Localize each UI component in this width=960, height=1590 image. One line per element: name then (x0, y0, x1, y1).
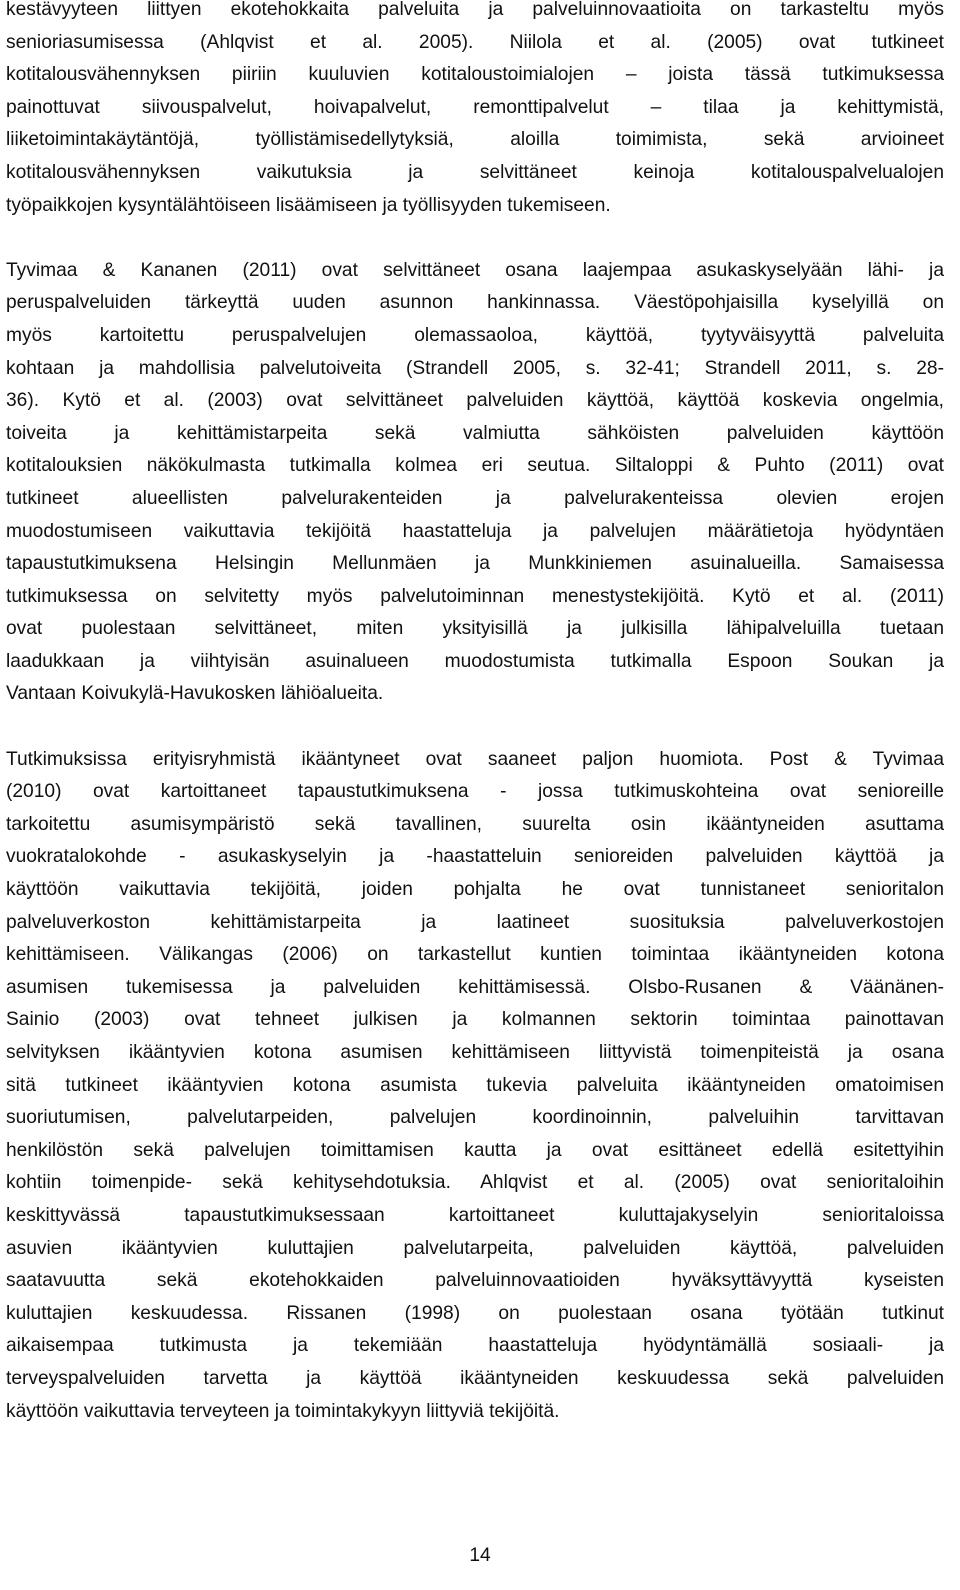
text-line: laadukkaan ja viihtyisän asuinalueen muodostumista tutkimalla Espoon Soukan ja (6, 650, 944, 672)
text-line: asumisen tukemisessa ja palveluiden kehittämisessä. Olsbo-Rusanen & Väänänen- (6, 976, 944, 998)
document-page (6, 0, 944, 1428)
text-line: vuokratalokohde - asukaskyselyin ja -haastatteluin senioreiden palveluiden käyttöä ja (6, 846, 944, 868)
text-line: toiveita ja kehittämistarpeita sekä valmiutta sähköisten palveluiden käyttöön (6, 422, 944, 444)
text-line: senioriasumisessa (Ahlqvist et al. 2005). Niilola et al. (2005) ovat tutkineet (6, 31, 944, 53)
text-line: liiketoimintakäytäntöjä, työllistämisedellytyksiä, aloilla toimimista, sekä arvioineet (6, 129, 944, 151)
text-line: tapaustutkimuksena Helsingin Mellunmäen ja Munkkiniemen asuinalueilla. Samaisessa (6, 553, 944, 575)
page-number: 14 (469, 1545, 491, 1566)
paragraph-2 (6, 255, 944, 711)
text-line: kotitalousvähennyksen piiriin kuuluvien kotitaloustoimialojen – joista tässä tutkimuksessa (6, 64, 944, 86)
text-line: myös kartoitettu peruspalvelujen olemassaoloa, käyttöä, tyytyväisyyttä palveluita (6, 324, 944, 346)
text-line: aikaisempaa tutkimusta ja tekemiään haastatteluja hyödyntämällä sosiaali- ja (6, 1335, 944, 1357)
paragraph-3 (6, 744, 944, 1428)
text-line: Sainio (2003) ovat tehneet julkisen ja kolmannen sektorin toimintaa painottavan (6, 1009, 944, 1031)
text-line: tarkoitettu asumisympäristö sekä tavallinen, suurelta osin ikääntyneiden asuttama (6, 813, 944, 835)
text-line: kotitalouksien näkökulmasta tutkimalla kolmea eri seutua. Siltaloppi & Puhto (2011) ovat (6, 455, 944, 477)
paragraph-1 (6, 0, 944, 222)
text-line: henkilöstön sekä palvelujen toimittamisen kautta ja ovat esittäneet edellä esitettyihin (6, 1139, 944, 1161)
text-line: keskittyvässä tapaustutkimuksessaan kartoittaneet kuluttajakyselyin senioritaloissa (6, 1204, 944, 1226)
text-line: sitä tutkineet ikääntyvien kotona asumista tukevia palveluita ikääntyneiden omatoimisen (6, 1074, 944, 1096)
text-line: peruspalveluiden tärkeyttä uuden asunnon hankinnassa. Väestöpohjaisilla kyselyillä on (6, 292, 944, 314)
text-line: Tyvimaa & Kananen (2011) ovat selvittäneet osana laajempaa asukaskyselyään lähi- ja (6, 259, 944, 281)
text-line: kotitalousvähennyksen vaikutuksia ja selvittäneet keinoja kotitalouspalvelualojen (6, 161, 944, 183)
text-line: kohtiin toimenpide- sekä kehitysehdotuksia. Ahlqvist et al. (2005) ovat senioritaloihin (6, 1172, 944, 1194)
text-line: 36). Kytö et al. (2003) ovat selvittäneet palveluiden käyttöä, käyttöä koskevia ongelmia, (6, 390, 944, 412)
text-line: asuvien ikääntyvien kuluttajien palvelutarpeita, palveluiden käyttöä, palveluiden (6, 1237, 944, 1259)
text-line: suoriutumisen, palvelutarpeiden, palvelujen koordinoinnin, palveluihin tarvittavan (6, 1107, 944, 1129)
text-line: (2010) ovat kartoittaneet tapaustutkimuksena - jossa tutkimuskohteina ovat senioreille (6, 781, 944, 803)
text-line: tutkimuksessa on selvitetty myös palvelutoiminnan menestystekijöitä. Kytö et al. (2011) (6, 585, 944, 607)
text-line: käyttöön vaikuttavia terveyteen ja toimintakykyyn liittyviä tekijöitä. (6, 1400, 560, 1422)
text-line: kestävyyteen liittyen ekotehokkaita palveluita ja palveluinnovaatioita on tarkasteltu myös (6, 0, 944, 20)
text-line: ovat puolestaan selvittäneet, miten yksityisillä ja julkisilla lähipalveluilla tuetaan (6, 618, 944, 640)
text-line: terveyspalveluiden tarvetta ja käyttöä ikääntyneiden keskuudessa sekä palveluiden (6, 1367, 944, 1389)
text-line: Vantaan Koivukylä-Havukosken lähiöalueita. (6, 683, 384, 705)
text-line: työpaikkojen kysyntälähtöiseen lisäämiseen ja työllisyyden tukemiseen. (6, 194, 611, 216)
text-line: painottuvat siivouspalvelut, hoivapalvelut, remonttipalvelut – tilaa ja kehittymistä, (6, 96, 944, 118)
paragraph-spacer (6, 222, 944, 255)
text-line: käyttöön vaikuttavia tekijöitä, joiden pohjalta he ovat tunnistaneet senioritalon (6, 879, 944, 901)
text-line: Tutkimuksissa erityisryhmistä ikääntyneet ovat saaneet paljon huomiota. Post & Tyvimaa (6, 748, 944, 770)
text-line: kohtaan ja mahdollisia palvelutoiveita (Strandell 2005, s. 32-41; Strandell 2011, s. 28- (6, 357, 944, 379)
text-line: muodostumiseen vaikuttavia tekijöitä haastatteluja ja palvelujen määrätietoja hyödyntäen (6, 520, 944, 542)
paragraph-spacer (6, 711, 944, 744)
text-line: palveluverkoston kehittämistarpeita ja laatineet suosituksia palveluverkostojen (6, 911, 944, 933)
text-line: kuluttajien keskuudessa. Rissanen (1998) on puolestaan osana työtään tutkinut (6, 1302, 944, 1324)
text-line: saatavuutta sekä ekotehokkaiden palveluinnovaatioiden hyväksyttävyyttä kyseisten (6, 1270, 944, 1292)
text-line: tutkineet alueellisten palvelurakenteiden ja palvelurakenteissa olevien erojen (6, 487, 944, 509)
text-line: selvityksen ikääntyvien kotona asumisen kehittämiseen liittyvistä toimenpiteistä ja osana (6, 1042, 944, 1063)
text-line: kehittämiseen. Välikangas (2006) on tarkastellut kuntien toimintaa ikääntyneiden kotona (6, 944, 944, 966)
